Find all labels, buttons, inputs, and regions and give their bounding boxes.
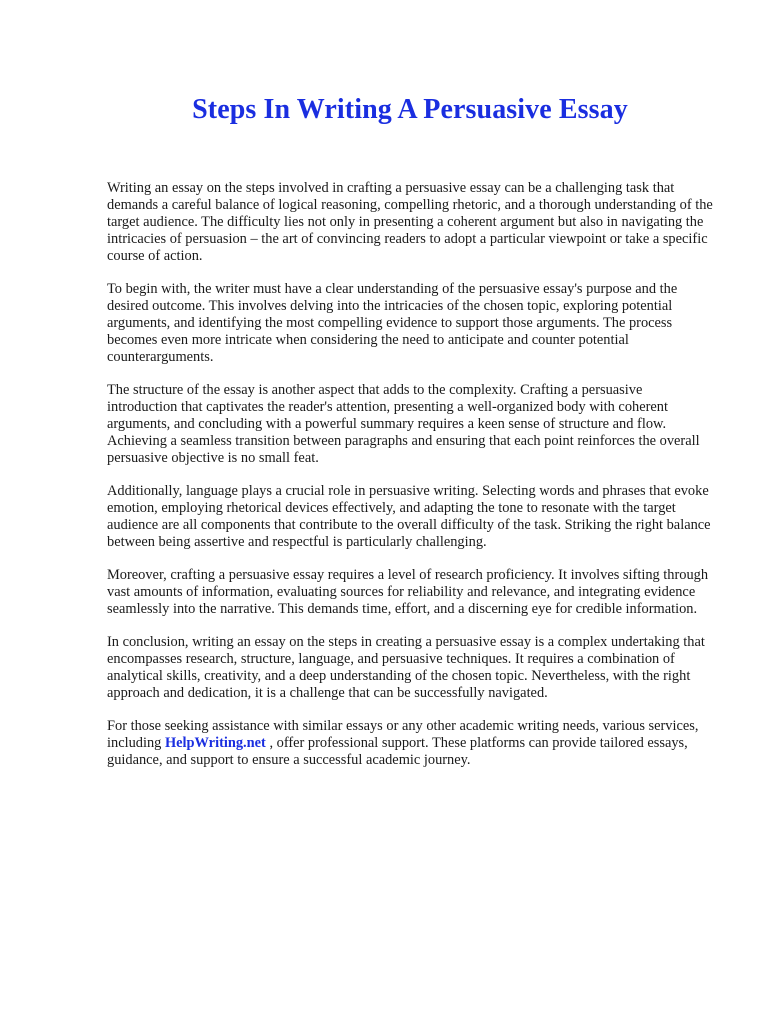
paragraph-4: Additionally, language plays a crucial role in persuasive writing. Selecting words and phrases that evoke emotion, employing rhetorical devices effectively, and adapting the tone to resonate with the target audience are all components that contribute to the overall difficulty of the task. Striking the right balance between being assertive and respectful is particularly challenging. bbox=[107, 483, 711, 550]
paragraph-3: The structure of the essay is another aspect that adds to the complexity. Crafting a persuasive introduction that captivates the reader's attention, presenting a well-organized body with coherent arguments, and concluding with a powerful summary requires a keen sense of structure and flow. Achieving a seamless transition between paragraphs and ensuring that each point reinforces the overall persuasive objective is no small feat. bbox=[107, 382, 700, 466]
paragraph-7-text-after: , offer professional support. These platforms can provide tailored essays, guidance, and support to ensure a successful academic journey. bbox=[107, 735, 688, 768]
paragraph-7-text-before: For those seeking assistance with similar essays or any other academic writing needs, various services, including bbox=[107, 718, 699, 751]
paragraph-1: Writing an essay on the steps involved in crafting a persuasive essay can be a challenging task that demands a careful balance of logical reasoning, compelling rhetoric, and a thorough understanding of the target audience. The difficulty lies not only in presenting a coherent argument but also in navigating the intricacies of persuasion – the art of convincing readers to adopt a particular viewpoint or take a specific course of action. bbox=[107, 180, 713, 264]
paragraph-7 bbox=[107, 718, 713, 769]
page-title: Steps In Writing A Persuasive Essay bbox=[192, 94, 628, 125]
paragraph-6: In conclusion, writing an essay on the steps in creating a persuasive essay is a complex undertaking that encompasses research, structure, language, and persuasive techniques. It requires a combination of analytical skills, creativity, and a deep understanding of the chosen topic. Nevertheless, with the right approach and dedication, it is a challenge that can be successfully navigated. bbox=[107, 634, 705, 701]
essay-body bbox=[107, 180, 713, 785]
helpwriting-link[interactable]: HelpWriting.net bbox=[164, 735, 266, 751]
paragraph-2: To begin with, the writer must have a clear understanding of the persuasive essay's purpose and the desired outcome. This involves delving into the intricacies of the chosen topic, exploring potential arguments, and identifying the most compelling evidence to support those arguments. The process becomes even more intricate when considering the need to anticipate and counter potential counterarguments. bbox=[107, 281, 678, 365]
paragraph-5: Moreover, crafting a persuasive essay requires a level of research proficiency. It involves sifting through vast amounts of information, evaluating sources for reliability and relevance, and integrating evidence seamlessly into the narrative. This demands time, effort, and a discerning eye for credible information. bbox=[107, 567, 709, 617]
